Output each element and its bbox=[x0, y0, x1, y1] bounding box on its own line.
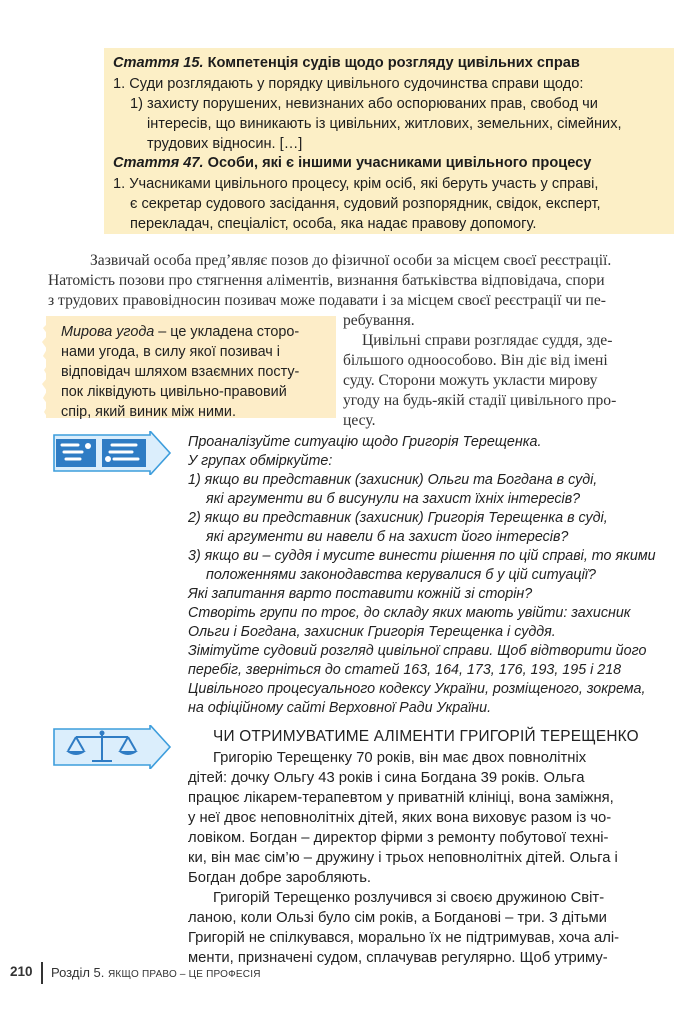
body-text-line: більшого одноособово. Він діє від імені bbox=[343, 352, 608, 369]
task-line: перебіг, зверніться до статей 163, 164, 173, 176, 193, 195 і 218 bbox=[188, 662, 622, 678]
task-line: Ольги і Богдана, захисник Григорія Терещенка і суддя. bbox=[188, 624, 556, 640]
task-line: які аргументи ви навели б на захист його інтересів? bbox=[206, 529, 569, 545]
torn-edge-decoration bbox=[40, 316, 54, 418]
article-15-line: трудових відносин. […] bbox=[147, 136, 303, 152]
task-line: на офіційному сайті Верховної Ради України. bbox=[188, 700, 492, 716]
body-text-line: угоду на будь-якій стадії цивільного про- bbox=[343, 392, 617, 409]
article-47-line: перекладач, спеціаліст, особа, яка надає правову допомогу. bbox=[130, 216, 537, 232]
task-line: Які запитання варто поставити кожній зі сторін? bbox=[188, 586, 533, 602]
article-15-line: 1) захисту порушених, невизнаних або оспорюваних прав, свобод чи bbox=[130, 96, 598, 112]
task-line: Цивільного процесуального кодексу України, розміщеного, зокрема, bbox=[188, 681, 646, 697]
article-47-line: 1. Учасниками цивільного процесу, крім осіб, які беруть участь у справі, bbox=[113, 176, 599, 192]
body-text-line: Цивільні справи розглядає суддя, зде- bbox=[362, 332, 613, 349]
case-text-line: ловіком. Богдан – директор фірми з ремонту побутової техні- bbox=[188, 830, 609, 846]
footer-divider bbox=[41, 962, 43, 984]
case-text-line: менти, призначені судом, сплачував регулярно. Щоб утриму- bbox=[188, 950, 608, 966]
task-line: Зімітуйте судовий розгляд цивільної справи. Щоб відтворити його bbox=[188, 643, 647, 659]
scales-of-justice-arrow-icon bbox=[52, 725, 172, 769]
case-text-line: ланою, коли Ользі було сім років, а Богданові – три. З дітьми bbox=[188, 910, 607, 926]
article-15-heading: Стаття 15. Компетенція судів щодо розгляду цивільних справ bbox=[113, 55, 580, 71]
body-text-line: Зазвичай особа пред’являє позов до фізичної особи за місцем своєї реєстрації. bbox=[90, 252, 612, 269]
group-discussion-arrow-icon bbox=[52, 431, 172, 475]
definition-line: Мирова угода – це укладена сторо- bbox=[61, 324, 300, 340]
task-line: У групах обміркуйте: bbox=[188, 453, 333, 469]
definition-line: пок ліквідують цивільно-правовий bbox=[61, 384, 287, 400]
task-line: положеннями законодавства керувалися б у цій ситуації? bbox=[206, 567, 596, 583]
page-number: 210 bbox=[10, 964, 33, 979]
task-line: 1) якщо ви представник (захисник) Ольги та Богдана в суді, bbox=[188, 472, 598, 488]
article-15-line: інтересів, що виникають із цивільних, житлових, земельних, сімейних, bbox=[147, 116, 622, 132]
body-text-line: Натомість позови про стягнення аліментів, визнання батьківства відповідача, спори bbox=[48, 272, 605, 289]
case-text-line: Григорій не спілкувався, морально їх не підтримував, хоча алі- bbox=[188, 930, 620, 946]
task-line: які аргументи ви б висунули на захист їхніх інтересів? bbox=[206, 491, 581, 507]
case-title: ЧИ ОТРИМУВАТИМЕ АЛІМЕНТИ ГРИГОРІЙ ТЕРЕЩЕНКО bbox=[213, 728, 639, 745]
case-text-line: ки, він має сім’ю – дружину і трьох неповнолітніх дітей. Ольга і bbox=[188, 850, 618, 866]
article-47-heading: Стаття 47. Особи, які є іншими учасниками цивільного процесу bbox=[113, 155, 592, 171]
definition-line: нами угода, в силу якої позивач і bbox=[61, 344, 280, 360]
definition-line: відповідач шляхом взаємних посту- bbox=[61, 364, 300, 380]
body-text-line: суду. Сторони можуть укласти мирову bbox=[343, 372, 598, 389]
case-text-line: Григорій Терещенко розлучився зі своєю дружиною Світ- bbox=[213, 890, 605, 906]
case-text-line: у неї двоє неповнолітніх дітей, яких вона виховує разом із чо- bbox=[188, 810, 612, 826]
task-line: 3) якщо ви – суддя і мусите винести рішення по цій справі, то якими bbox=[188, 548, 656, 564]
definition-line: спір, який виник між ними. bbox=[61, 404, 236, 420]
case-text-line: дітей: дочку Ольгу 43 років і сина Богдана 39 років. Ольга bbox=[188, 770, 585, 786]
task-line: Проаналізуйте ситуацію щодо Григорія Терещенка. bbox=[188, 434, 542, 450]
article-15-line: 1. Суди розглядають у порядку цивільного судочинства справи щодо: bbox=[113, 76, 584, 92]
body-text-line: ребування. bbox=[343, 312, 415, 329]
case-text-line: Григорію Терещенку 70 років, він має двох повнолітніх bbox=[213, 750, 587, 766]
definition-term: Мирова угода bbox=[61, 324, 155, 340]
body-text-line: цесу. bbox=[343, 412, 376, 429]
body-text-line: з трудових правовідносин позивач може подавати і за місцем своєї реєстрації чи пе- bbox=[48, 292, 606, 309]
chapter-title: ЯКЩО ПРАВО – ЦЕ ПРОФЕСІЯ bbox=[108, 969, 261, 980]
case-text-line: Богдан добре заробляють. bbox=[188, 870, 372, 886]
task-line: Створіть групи по троє, до складу яких мають увійти: захисник bbox=[188, 605, 631, 621]
case-text-line: працює лікарем-терапевтом у приватній клініці, вона заміжня, bbox=[188, 790, 614, 806]
chapter-label: Розділ 5. ЯКЩО ПРАВО – ЦЕ ПРОФЕСІЯ bbox=[51, 965, 261, 980]
task-line: 2) якщо ви представник (захисник) Григорія Терещенка в суді, bbox=[188, 510, 608, 526]
article-47-line: є секретар судового засідання, судовий розпорядник, свідок, експерт, bbox=[130, 196, 601, 212]
